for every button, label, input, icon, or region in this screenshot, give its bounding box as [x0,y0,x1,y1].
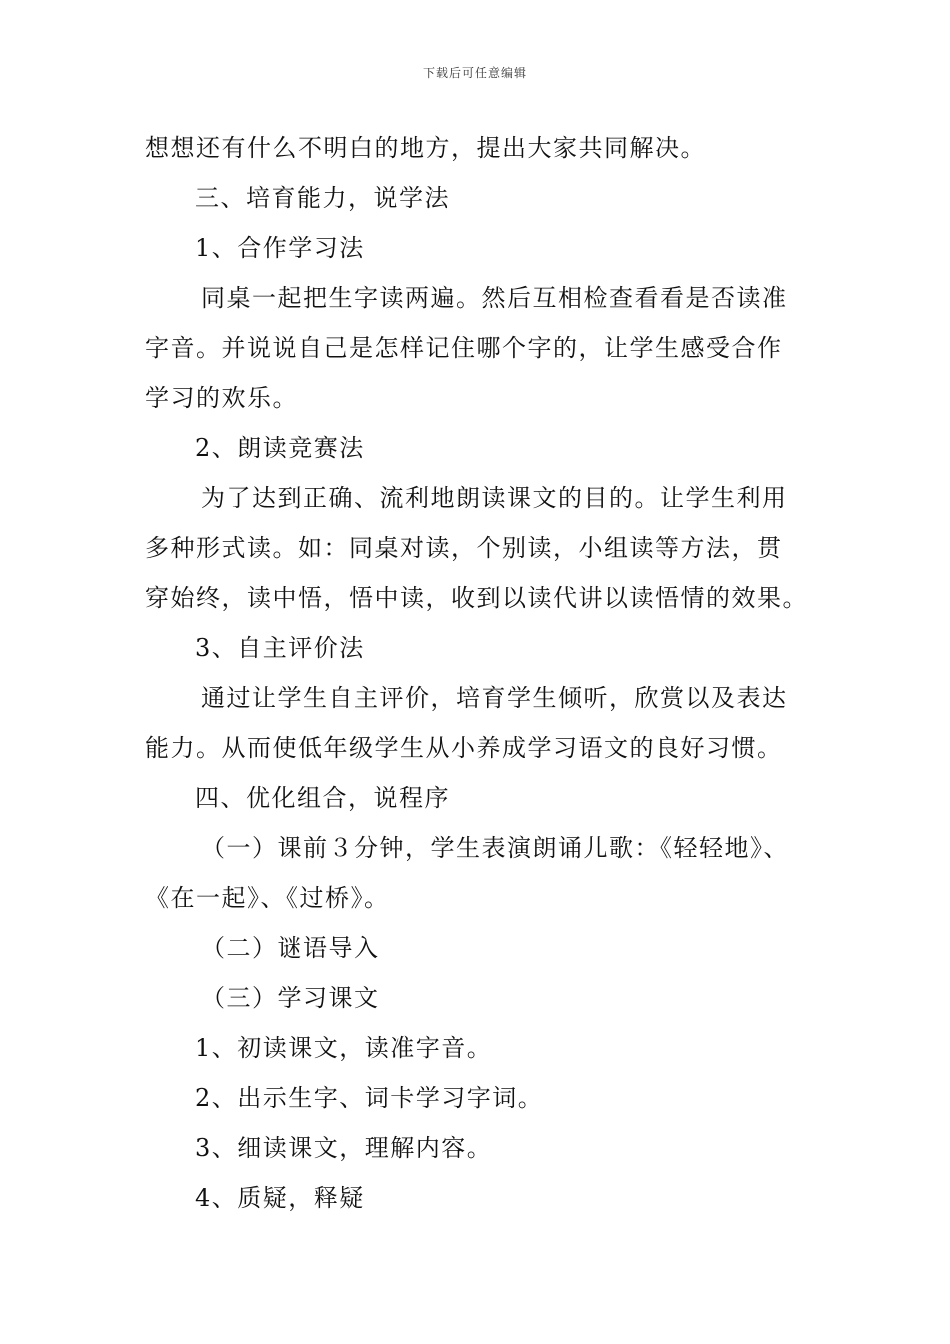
paragraph-line: 为了达到正确、流利地朗读课文的目的。让学生利用 [201,484,788,512]
subsection-heading: 2、朗读竞赛法 [195,434,365,462]
subsection-heading: （三）学习课文 [201,984,380,1012]
section-heading: 三、培育能力，说学法 [195,184,450,212]
list-item: 2、出示生字、词卡学习字词。 [195,1084,544,1112]
subsection-heading: 1、合作学习法 [195,234,365,262]
page-header: 下载后可任意编辑 [422,66,527,80]
paragraph-line: （一）课前３分钟，学生表演朗诵儿歌：《轻轻地》、 [201,834,789,862]
paragraph-line: 多种形式读。如：同桌对读，个别读，小组读等方法，贯 [145,534,783,562]
paragraph-line: 通过让学生自主评价，培育学生倾听，欣赏以及表达 [201,684,788,712]
subsection-heading: 3、自主评价法 [195,634,365,662]
section-heading: 四、优化组合，说程序 [195,784,450,812]
list-item: 1、初读课文，读准字音。 [195,1034,493,1062]
subsection-heading: （二）谜语导入 [201,934,380,962]
paragraph-line: 学习的欢乐。 [145,384,298,412]
paragraph-line: 想想还有什么不明白的地方，提出大家共同解决。 [145,134,706,162]
paragraph-line: 能力。从而使低年级学生从小养成学习语文的良好习惯。 [145,734,783,762]
list-item: 3、细读课文，理解内容。 [195,1134,493,1162]
paragraph-line: 《在一起》、《过桥》。 [145,884,390,912]
list-item: 4、质疑，释疑 [195,1184,365,1212]
paragraph-line: 同桌一起把生字读两遍。然后互相检查看看是否读准 [201,284,788,312]
paragraph-line: 字音。并说说自己是怎样记住哪个字的，让学生感受合作 [145,334,783,362]
paragraph-line: 穿始终，读中悟，悟中读，收到以读代讲以读悟情的效果。 [145,584,808,612]
